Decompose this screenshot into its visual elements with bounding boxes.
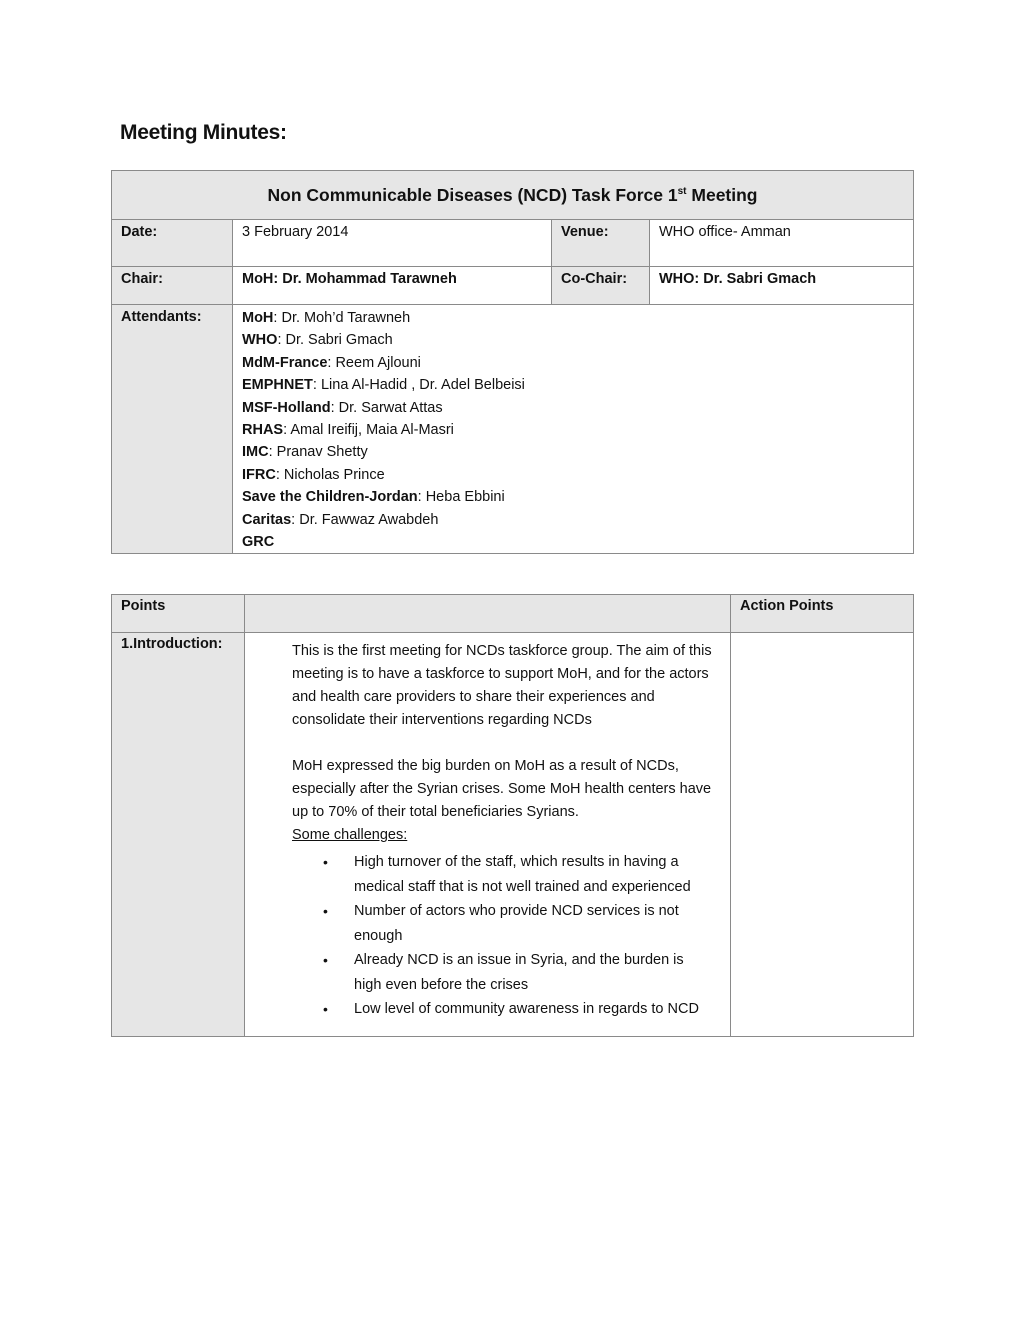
attendant-org: RHAS [242, 422, 284, 439]
attendant-names: : Heba Ebbini [417, 489, 505, 506]
attendant-org: GRC [242, 534, 275, 551]
chair-label: Chair: [112, 267, 233, 305]
attendant-item [242, 441, 905, 463]
attendant-org: IFRC [242, 466, 276, 483]
date-label: Date: [112, 220, 233, 267]
attendant-item [242, 352, 905, 374]
venue-label: Venue: [552, 220, 650, 267]
cochair-label: Co-Chair: [552, 267, 650, 305]
attendant-names: : Lina Al-Hadid , Dr. Adel Belbeisi [312, 377, 525, 394]
meeting-title-end: Meeting [686, 184, 758, 205]
attendant-item [242, 307, 905, 329]
attendant-names: : Dr. Sabri Gmach [277, 332, 393, 349]
action-points-header: Action Points [731, 595, 914, 633]
point-content [245, 633, 731, 1037]
point-label: 1.Introduction: [112, 633, 245, 1037]
attendant-names: : Pranav Shetty [268, 444, 368, 461]
challenge-text: Low level of community awareness in regards to NCD [354, 1001, 699, 1017]
challenge-text: Number of actors who provide NCD services is not enough [354, 903, 679, 944]
middle-header [245, 595, 731, 633]
attendant-org: Save the Children-Jordan [242, 489, 418, 506]
points-table [111, 594, 914, 1037]
attendant-org: IMC [242, 444, 269, 461]
attendant-names: : Dr. Sarwat Attas [330, 399, 443, 416]
bullet-icon: • [323, 854, 328, 870]
attendant-item [242, 464, 905, 486]
attendant-org: MdM-France [242, 354, 328, 371]
attendant-item [242, 531, 905, 553]
attendant-org: WHO [242, 332, 278, 349]
list-item [323, 997, 712, 1022]
attendant-names: : Amal Ireifij, Maia Al-Masri [283, 422, 454, 439]
challenges-label: Some challenges: [292, 827, 408, 843]
attendant-item [242, 486, 905, 508]
bullet-icon: • [323, 1001, 328, 1017]
bullet-icon: • [323, 952, 328, 968]
date-value: 3 February 2014 [233, 220, 552, 267]
cochair-value: WHO: Dr. Sabri Gmach [650, 267, 914, 305]
venue-value: WHO office- Amman [650, 220, 914, 267]
attendant-names: : Dr. Moh’d Tarawneh [273, 310, 411, 326]
meeting-title-main: Non Communicable Diseases (NCD) Task Force 1 [267, 184, 678, 205]
list-item [323, 850, 712, 899]
attendant-names: : Nicholas Prince [275, 466, 385, 483]
attendant-names: : Reem Ajlouni [327, 354, 421, 371]
challenge-text: High turnover of the staff, which results in having a medical staff that is not well trained and experienced [354, 854, 691, 895]
points-header: Points [112, 595, 245, 633]
meeting-title [112, 171, 914, 220]
attendant-item [242, 374, 905, 396]
attendant-item [242, 397, 905, 419]
attendant-org: MSF-Holland [242, 399, 331, 416]
attendant-org: Caritas [242, 511, 292, 528]
attendant-item [242, 419, 905, 441]
attendant-item [242, 509, 905, 531]
challenge-text: Already NCD is an issue in Syria, and the burden is high even before the crises [354, 952, 684, 993]
attendant-names: : Dr. Fawwaz Awabdeh [291, 511, 439, 528]
list-item [323, 899, 712, 948]
list-item [323, 948, 712, 997]
meeting-title-sup: st [677, 185, 687, 197]
attendant-org: MoH [242, 310, 274, 326]
bullet-icon: • [323, 903, 328, 919]
attendants-label: Attendants: [112, 305, 233, 554]
attendants-list [242, 307, 905, 553]
attendants-cell [233, 305, 914, 554]
attendant-item [242, 329, 905, 351]
page-heading: Meeting Minutes: [120, 121, 287, 144]
action-points-cell [731, 633, 914, 1037]
chair-value: MoH: Dr. Mohammad Tarawneh [233, 267, 552, 305]
attendant-org: EMPHNET [242, 377, 313, 394]
intro-paragraph: This is the first meeting for NCDs taskforce group. The aim of this meeting is to have a taskforce to support MoH, and for the actors and health care providers to share their experiences and consolidate their interventions regarding NCDs [292, 643, 712, 728]
meeting-info-table [111, 170, 914, 554]
burden-paragraph: MoH expressed the big burden on MoH as a result of NCDs, especially after the Syrian crises. Some MoH health centers have up to 70% of their total beneficiaries Syrians. [292, 758, 712, 820]
challenges-list [292, 850, 712, 1022]
